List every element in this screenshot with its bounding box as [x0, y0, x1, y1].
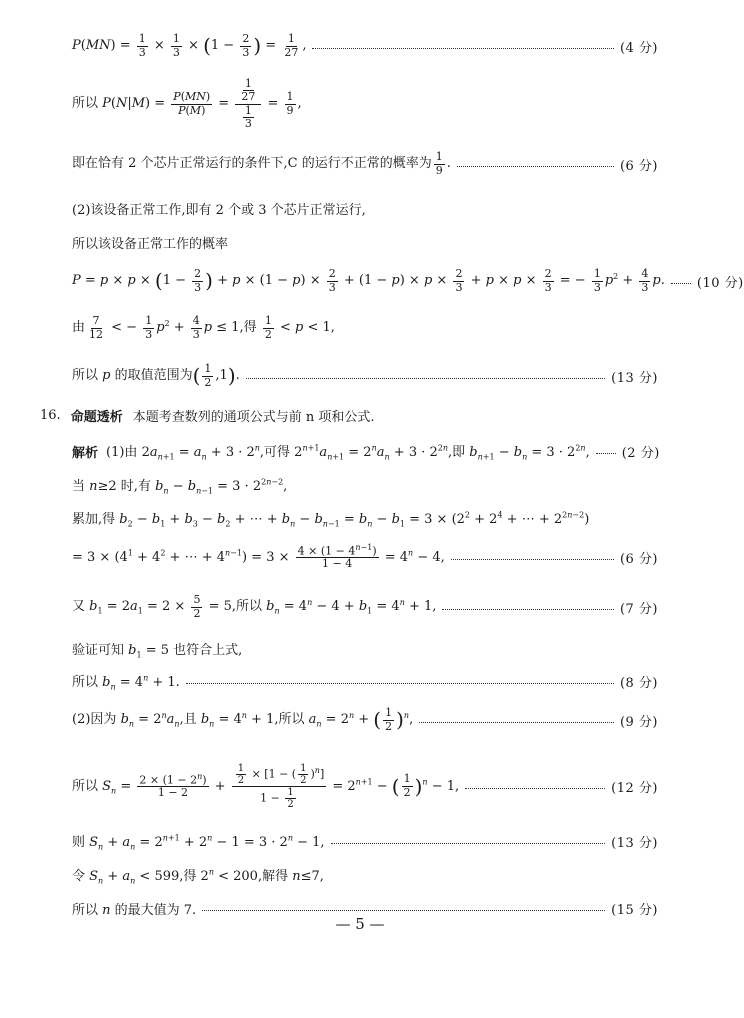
line-difference [72, 474, 658, 496]
dot-leader [457, 166, 614, 167]
score-label: (10 分) [696, 275, 744, 291]
score-label: (6 分) [619, 551, 658, 567]
equation-difference: 当 n≥2 时,有 $b_n - b_{n-1} = 3 \cdot 2^{2n-2}$, [72, 477, 288, 496]
dot-leader [246, 378, 605, 379]
score-label: (7 分) [619, 601, 658, 617]
equation-geometric-sum: = $3 \times (4^1 + 4^2$ + ⋯ + $4^{n-1}) = 3$ × $\frac{4 \times (1 - 4^{n-1})}{1 - 4}$ = $4^n - 4$, [72, 542, 445, 571]
dot-leader [419, 722, 614, 723]
score-label: (9 分) [619, 714, 658, 730]
text-condition: 即在恰有 2 个芯片正常运行的条件下,C 的运行不正常的概率为 $\frac{1}{9}$ . [72, 150, 451, 177]
text-probability: 所以该设备正常工作的概率 [72, 236, 229, 252]
question-16-header [40, 405, 658, 425]
dot-leader [186, 683, 614, 684]
dot-leader [465, 788, 605, 789]
solution-tag: 解析 [72, 445, 99, 461]
equation-an: (2)因为 $b_n = 2^na_n$,且 $b_n = 4^n + 1$,所以 $a_n = 2^n$ + ( $\frac{1}{2}$ )$^n$, [72, 706, 414, 733]
line-sn-plus-an [72, 830, 658, 852]
dot-leader [312, 48, 613, 49]
line-recurrence [72, 440, 658, 462]
page-number: — 5 — [335, 915, 385, 933]
equation-bn: 所以 $b_n = 4^n + 1$. [72, 673, 180, 692]
line-p-formula [72, 267, 744, 295]
question-topic: 本题考查数列的通项公式与前 n 项和公式. [132, 409, 375, 425]
dot-leader [202, 910, 605, 911]
equation-inequality: 由 $\frac{7}{12}$ < − $\frac{1}{3}$ $p^2$ + $\frac{4}{3}$ p ≤ 1,得 $\frac{1}{2}$ < p < 1, [72, 314, 335, 341]
score-label: (15 分) [611, 902, 658, 918]
line-condition-result [72, 151, 658, 177]
line-geometric-sum [72, 542, 658, 572]
equation-sn-plus-an: 则 $S_n + a_n = 2^{n+1} + 2^n - 1 = 3 \cdot 2^n - 1$, [72, 833, 325, 852]
dot-leader [671, 283, 691, 284]
dot-leader [331, 843, 606, 844]
score-label: (2 分) [621, 445, 660, 461]
equation-pmn: P(MN) = $\frac{1}{3}$ × $\frac{1}{3}$ × (1 − $\frac{2}{3}$ ) = $\frac{1}{27}$ , [72, 32, 307, 59]
score-label: (8 分) [619, 675, 658, 691]
line-probability-label [72, 232, 658, 252]
dot-leader [596, 453, 616, 454]
equation-sn: 所以 $S_n$ = $\frac{2 \times (1 - 2^n)}{1 - 2}$ + $\frac{1}{2}$ × [1 − ( $\frac{1}{2}$ )$^n$] 1 − $\frac{1}{2}$ = $2^{n+1}$ − ( $\frac{1}{2}$ )$^n$ − 1, [72, 762, 460, 810]
question-number: 16. [40, 407, 61, 423]
equation-recurrence: (1)由 $2a_{n+1} = a_n + 3 \cdot 2^n$,可得 $2^{n+1}a_{n+1} = 2^na_n + 3 \cdot 2^{2n}$,即 $b_{n+1} - b_n = 3 \cdot 2^{2n}$, [106, 443, 590, 462]
score-label: (13 分) [611, 835, 658, 851]
line-solve [72, 864, 658, 886]
score-label: (13 分) [611, 370, 658, 386]
line-part2-intro [72, 198, 658, 218]
equation-solve: 令 $S_n + a_n < 599$,得 $2^n < 200$,解得 n≤7, [72, 867, 324, 886]
score-label: (4 分) [619, 40, 658, 56]
text-max-n: 所以 n 的最大值为 7. [72, 902, 197, 918]
line-an [72, 705, 658, 735]
text-part2: (2)该设备正常工作,即有 2 个或 3 个芯片正常运行, [72, 202, 366, 218]
score-label: (12 分) [611, 780, 658, 796]
line-p-range [72, 362, 658, 390]
score-label: (6 分) [619, 158, 658, 174]
equation-accumulate: 累加,得 $b_2 - b_1 + b_3 - b_2$ + ⋯ + $b_n - b_{n-1} = b_n - b_1 = 3 \times (2^2 + 2^4$ + ⋯ + $2^{2n-2}$) [72, 510, 590, 529]
text-verify: 验证可知 $b_1 = 5$ 也符合上式, [72, 642, 243, 660]
equation-p-range: 所以 p 的取值范围为( $\frac{1}{2}$ ,1). [72, 362, 240, 389]
line-bn [72, 670, 658, 692]
dot-leader [442, 609, 614, 610]
line-sn [72, 756, 658, 816]
equation-b1: 又 $b_1 = 2a_1 = 2$ × $\frac{5}{2}$ = 5,所以 $b_n = 4^n - 4 + b_1 = 4^n + 1$, [72, 593, 437, 620]
line-accumulate [72, 507, 658, 529]
line-b1 [72, 593, 658, 621]
line-inequality [72, 314, 658, 342]
question-tag: 命题透析 [70, 409, 123, 425]
dot-leader [451, 559, 614, 560]
equation-p: P = p × p × (1 − $\frac{2}{3}$ ) + p × (1 − p) × $\frac{2}{3}$ + (1 − p) × p × $\frac{2}{3}$ + p × p × $\frac{2}{3}$ = − $\frac{1}{3}$ $p^2$ + $\frac{4}{3}$ p. [72, 267, 665, 294]
equation-pnm: 所以 P(N|M) = $\frac{P(MN)}{P(M)}$ = $\frac{\frac{1}{27}}{\frac{1}{3}}$ = $\frac{1}{9}$ , [72, 77, 302, 130]
line-pmn [72, 33, 658, 59]
line-conditional-prob [72, 76, 658, 132]
line-verify [72, 638, 658, 660]
